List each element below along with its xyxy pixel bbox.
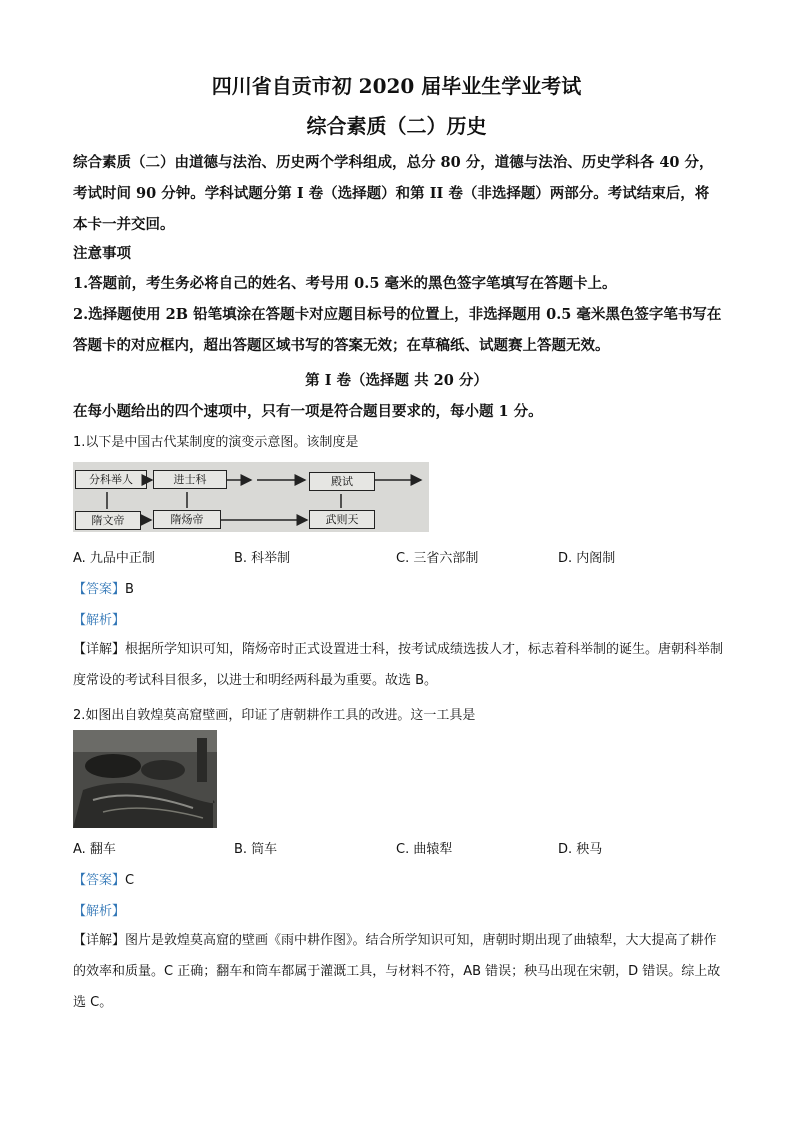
diagram-box-dianshi: 殿试 [309, 472, 375, 491]
question-2-stem: 2.如图出自敦煌莫高窟壁画，印证了唐朝耕作工具的改进。这一工具是 [73, 708, 476, 723]
diagram-box-sui-wendi: 隋文帝 [75, 511, 141, 530]
q2-option-b: B. 筒车 [234, 842, 278, 857]
q2-answer-value: C [125, 873, 135, 888]
q1-option-a: A. 九品中正制 [73, 551, 155, 566]
notice-heading: 注意事项 [73, 245, 131, 262]
q1-option-d: D. 内阁制 [558, 551, 616, 566]
q1-option-b: B. 科举制 [234, 551, 291, 566]
question-1-stem: 1.以下是中国古代某制度的演变示意图。该制度是 [73, 435, 359, 450]
exam-subtitle: 综合素质（二）历史 [306, 114, 487, 138]
q2-option-a: A. 翻车 [73, 842, 116, 857]
q1-answer [73, 578, 134, 597]
diagram-box-sui-yangdi: 隋炀帝 [153, 510, 221, 529]
exam-title: 四川省自贡市初 2020 届毕业生学业考试 [211, 74, 582, 98]
q2-analysis-label: 【解析】 [73, 904, 126, 919]
section-instruction: 在每小题给出的四个速项中，只有一项是符合题目要求的，每小题 1 分。 [73, 403, 543, 420]
q1-detail: 【详解】根据所学知识可知，隋炀帝时正式设置进士科，按考试成绩选拔人才，标志着科举制的诞生。唐朝科举制度常设的考试科目很多，以进士和明经两科最为重要。故选 B。 [73, 642, 724, 688]
q1-answer-value: B [125, 582, 134, 597]
dunhuang-mural-image [73, 730, 217, 828]
q1-answer-label: 【答案】 [73, 582, 126, 597]
q2-option-d: D. 秧马 [558, 842, 603, 857]
diagram-box-fenke-juren: 分科举人 [75, 470, 147, 489]
diagram-box-jinshi-ke: 进士科 [153, 470, 227, 489]
notice-item-1: 1.答题前，考生务必将自己的姓名、考号用 0.5 毫米的黑色签字笔填写在答题卡上。 [73, 275, 617, 292]
q2-detail: 【详解】图片是敦煌莫高窟的壁画《雨中耕作图》。结合所学知识可知，唐朝时期出现了曲辕犁，大大提高了耕作的效率和质量。C 正确；翻车和筒车都属于灌溉工具，与材料不符，AB 错误；秧马出现在宋朝，D 错误。综上故选 C。 [73, 933, 721, 1010]
system-evolution-diagram [73, 462, 429, 532]
q2-option-c: C. 曲辕犁 [396, 842, 453, 857]
q1-analysis-label: 【解析】 [73, 613, 126, 628]
diagram-box-wu-zetian: 武则天 [309, 510, 375, 529]
q2-answer-label: 【答案】 [73, 873, 126, 888]
notice-item-2: 2.选择题使用 2B 铅笔填涂在答题卡对应题目标号的位置上，非选择题用 0.5 毫米黑色签字笔书写在答题卡的对应框内，超出答题区域书写的答案无效；在草稿纸、试题赛上答题无效。 [73, 306, 722, 354]
section-title: 第 I 卷（选择题 共 20 分） [305, 372, 488, 389]
exam-intro: 综合素质（二）由道德与法治、历史两个学科组成，总分 80 分，道德与法治、历史学科各 40 分，考试时间 90 分钟。学科试题分第 I 卷（选择题）和第 II 卷（非选择题）两部分。考试结束后，将本卡一并交回。 [73, 154, 714, 233]
diagram-arrows [73, 462, 429, 532]
q1-option-c: C. 三省六部制 [396, 551, 479, 566]
mural-picture [73, 730, 217, 828]
q2-answer [73, 869, 134, 888]
